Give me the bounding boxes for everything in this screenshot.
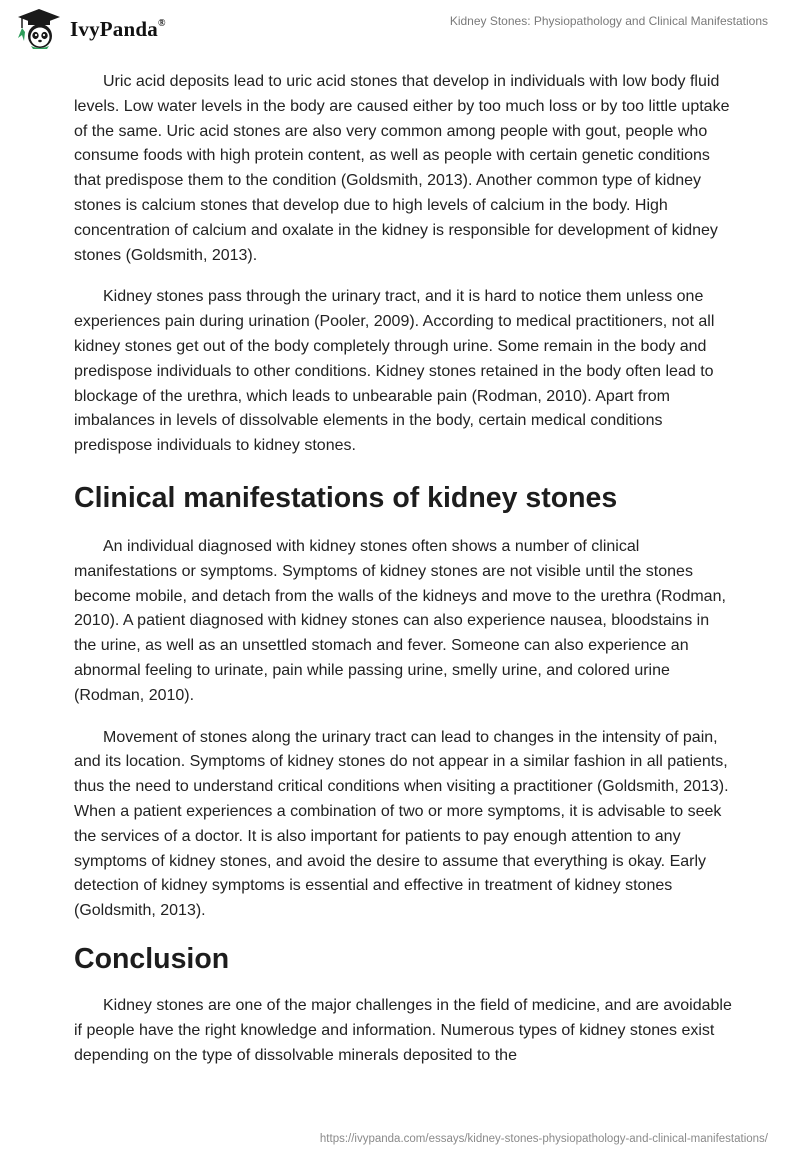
source-url-link[interactable]: https://ivypanda.com/essays/kidney-stones-physiopathology-and-clinical-manifestations/ <box>319 1133 768 1145</box>
panda-graduate-icon <box>14 8 64 50</box>
ivypanda-logo[interactable] <box>14 8 166 50</box>
paragraph-conclusion: Kidney stones are one of the major challenges in the field of medicine, and are avoidable if people have the right knowledge and information. Numerous types of kidney stones exist depending on the type of dissolvable minerals deposited to the <box>74 996 732 1064</box>
brand-name: IvyPanda® <box>70 16 166 41</box>
document-title: Kidney Stones: Physiopathology and Clinical Manifestations <box>449 14 768 28</box>
paragraph-movement: Movement of stones along the urinary tract can lead to changes in the intensity of pain, and its location. Symptoms of kidney stones do not appear in a similar fashion in all patients, thus the need to understand critical conditions when visiting a practitioner (Goldsmith, 2013). When a patient experiences a combination of two or more symptoms, it is advisable to seek the services of a doctor. It is also important for patients to pay enough attention to any symptoms of kidney stones, and avoid the desire to assume that everything is okay. Early detection of kidney symptoms is essential and effective in treatment of kidney stones (Goldsmith, 2013). <box>74 728 729 920</box>
paragraph-uric-acid: Uric acid deposits lead to uric acid stones that develop in individuals with low body fluid levels. Low water levels in the body are caused either by too much loss or by too little uptake of the same. Uric acid stones are also very common among people with gout, people who consume foods with high protein content, as well as people with certain genetic conditions that predispose them to the condition (Goldsmith, 2013). Another common type of kidney stones is calcium stones that develop due to high levels of calcium in the body. High concentration of calcium and oxalate in the kidney is responsible for development of kidney stones (Goldsmith, 2013). <box>74 73 730 264</box>
paragraph-symptoms: An individual diagnosed with kidney stones often shows a number of clinical manifestations or symptoms. Symptoms of kidney stones are not visible until the stones become mobile, and detach from the walls of the kidneys and move to the urethra (Rodman, 2010). A patient diagnosed with kidney stones can also experience nausea, bloodstains in the urine, as well as an unsettled stomach and fever. Someone can also experience an abnormal feeling to urinate, pain while passing urine, smelly urine, and colored urine (Rodman, 2010). <box>74 537 726 704</box>
paragraph-urinary-tract: Kidney stones pass through the urinary tract, and it is hard to notice them unless one experiences pain during urination (Pooler, 2009). According to medical practitioners, not all kidney stones get out of the body completely through urine. Some remain in the body and predispose individuals to other conditions. Kidney stones retained in the body often lead to blockage of the urethra, which leads to unbearable pain (Rodman, 2010). Apart from imbalances in levels of dissolvable elements in the body, certain medical conditions predispose individuals to kidney stones. <box>74 288 715 455</box>
heading-conclusion: Conclusion <box>74 942 230 975</box>
heading-clinical-manifestations: Clinical manifestations of kidney stones <box>74 481 618 514</box>
page-header <box>0 0 800 60</box>
essay-body <box>74 70 734 1085</box>
